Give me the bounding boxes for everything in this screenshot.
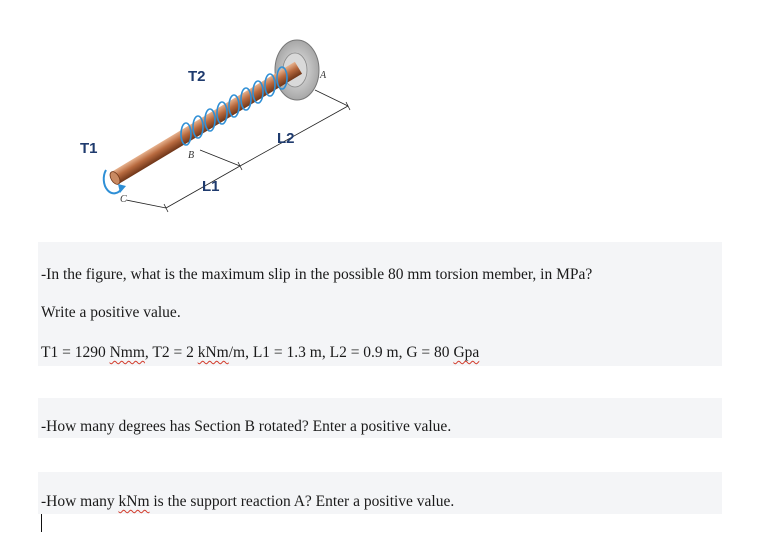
torsion-shaft-diagram [70, 30, 370, 230]
label-a: A [320, 70, 327, 81]
label-t2: T2 [188, 68, 206, 85]
given-t1: T1 = 1290 [41, 344, 110, 361]
label-c: C [120, 194, 127, 205]
question-1-text: -In the figure, what is the maximum slip in the possible 80 mm torsion member, in MPa? [41, 266, 593, 283]
question-3-text [41, 493, 454, 511]
unit-knm: kNm [197, 344, 229, 361]
given-t2: , T2 = 2 [144, 344, 198, 361]
given-rest: /m, L1 = 1.3 m, L2 = 0.9 m, G = 80 [228, 344, 454, 361]
question-1-block [38, 242, 722, 366]
label-l2: L2 [277, 130, 295, 147]
question-3-part-b: is the support reaction A? Enter a positive value. [149, 493, 455, 510]
torsion-figure [70, 30, 370, 230]
label-l1: L1 [202, 178, 220, 195]
question-1-instruction: Write a positive value. [41, 304, 181, 321]
question-3-block [38, 472, 722, 514]
unit-gpa: Gpa [453, 344, 480, 361]
text-cursor[interactable] [41, 514, 42, 532]
unit-knm-2: kNm [118, 493, 150, 510]
label-b: B [188, 150, 195, 161]
question-3-part-a: -How many [41, 493, 119, 510]
label-t1: T1 [80, 140, 98, 157]
unit-nmm: Nmm [109, 344, 145, 361]
question-2-text: -How many degrees has Section B rotated? Enter a positive value. [41, 418, 452, 435]
question-2-block [38, 398, 722, 438]
question-1-given-values [41, 344, 479, 362]
